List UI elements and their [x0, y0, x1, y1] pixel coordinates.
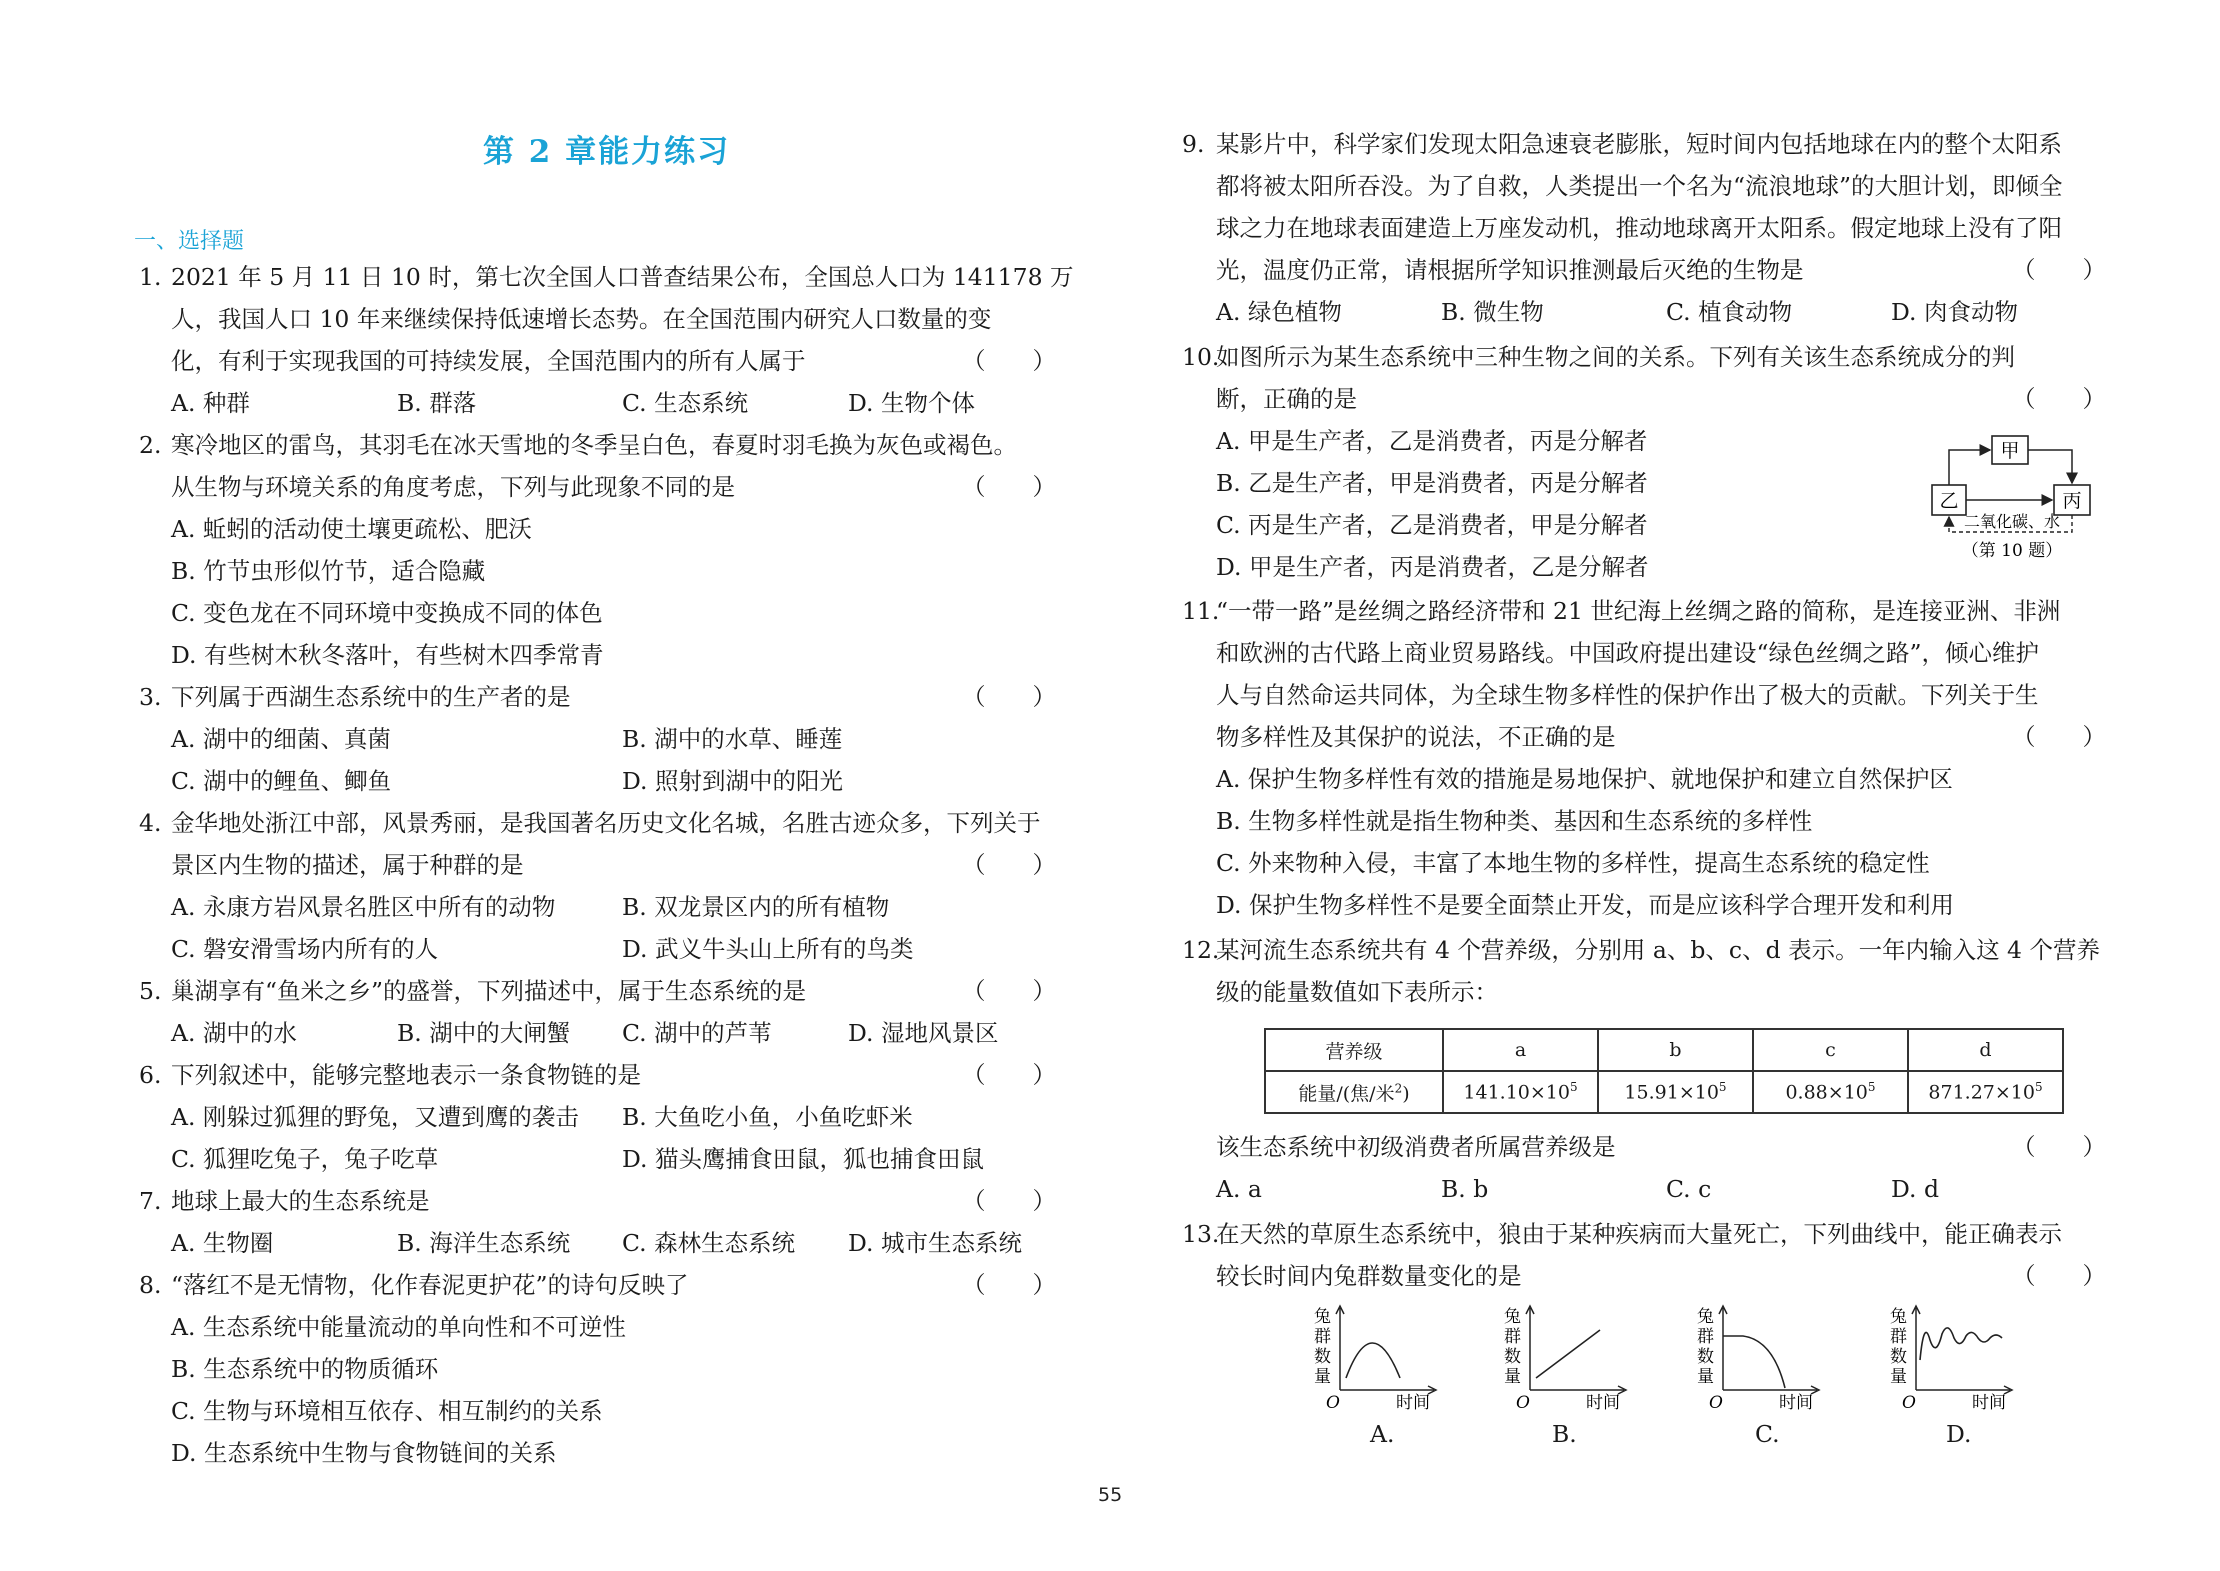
q9-number: 9.: [1182, 130, 1205, 158]
q13-number: 13.: [1182, 1220, 1220, 1248]
q4-option-a[interactable]: A. 永康方岩风景名胜区中所有的动物: [171, 893, 556, 921]
q8-number: 8.: [139, 1271, 162, 1299]
q11-line-4: 物多样性及其保护的说法，不正确的是: [1216, 723, 1616, 751]
q10-relationship-diagram: [1920, 428, 2100, 563]
q3-option-c[interactable]: C. 湖中的鲤鱼、鲫鱼: [171, 767, 392, 795]
graph-x-label: 时间: [1779, 1393, 1813, 1413]
q13-option-b[interactable]: B.: [1552, 1420, 1577, 1448]
q3-option-b[interactable]: B. 湖中的水草、睡莲: [622, 725, 843, 753]
q9-line-4: 光，温度仍正常，请根据所学知识推测最后灭绝的生物是: [1216, 256, 1804, 284]
graph-a-curve: [1346, 1343, 1400, 1378]
q9-line-1: 某影片中，科学家们发现太阳急速衰老膨胀，短时间内包括地球在内的整个太阳系: [1216, 130, 2062, 158]
q12-option-a[interactable]: A. a: [1216, 1175, 1262, 1203]
q13-option-a[interactable]: A.: [1370, 1420, 1395, 1448]
graph-c[interactable]: [1693, 1300, 1833, 1415]
q6-number: 6.: [139, 1061, 162, 1089]
q2-option-a[interactable]: A. 蚯蚓的活动使土壤更疏松、肥沃: [171, 515, 532, 543]
q9-option-d[interactable]: D. 肉食动物: [1891, 298, 2018, 326]
graph-b-line: [1536, 1330, 1600, 1378]
figure-caption: （第 10 题）: [1961, 541, 2063, 561]
q2-line-2: 从生物与环境关系的角度考虑，下列与此现象不同的是: [171, 473, 735, 501]
graph-x-label: 时间: [1586, 1393, 1620, 1413]
arrow-yi-to-jia: [1949, 450, 1990, 485]
graph-y-label: 群: [1314, 1327, 1331, 1347]
q1-option-c[interactable]: C. 生态系统: [622, 389, 749, 417]
q10-answer-blank[interactable]: （ ）: [2012, 385, 2106, 413]
q8-option-d[interactable]: D. 生态系统中生物与食物链间的关系: [171, 1439, 557, 1467]
q13-line-1: 在天然的草原生态系统中，狼由于某种疾病而大量死亡，下列曲线中，能正确表示: [1216, 1220, 2062, 1248]
q7-option-d[interactable]: D. 城市生态系统: [848, 1229, 1022, 1257]
q8-line-1: “落红不是无情物，化作春泥更护花”的诗句反映了: [171, 1271, 689, 1299]
q5-answer-blank[interactable]: （ ）: [962, 977, 1056, 1005]
q4-answer-blank[interactable]: （ ）: [962, 851, 1056, 879]
table-header-cell: a: [1443, 1029, 1598, 1071]
q5-option-d[interactable]: D. 湿地风景区: [848, 1019, 999, 1047]
table-row: [1265, 1071, 2063, 1113]
q10-option-c[interactable]: C. 丙是生产者，乙是消费者，甲是分解者: [1216, 511, 1648, 539]
q12-line-1: 某河流生态系统共有 4 个营养级，分别用 a、b、c、d 表示。一年内输入这 4 个营养: [1216, 936, 2100, 964]
q5-number: 5.: [139, 977, 162, 1005]
q10-number: 10.: [1182, 343, 1220, 371]
graph-y-label: 数: [1314, 1347, 1331, 1367]
q9-answer-blank[interactable]: （ ）: [2012, 256, 2106, 284]
q4-option-d[interactable]: D. 武义牛头山上所有的鸟类: [622, 935, 914, 963]
q5-option-c[interactable]: C. 湖中的芦苇: [622, 1019, 772, 1047]
graph-y-label: 数: [1697, 1347, 1714, 1367]
q13-answer-blank[interactable]: （ ）: [2012, 1262, 2106, 1290]
q8-option-b[interactable]: B. 生态系统中的物质循环: [171, 1355, 439, 1383]
q5-option-b[interactable]: B. 湖中的大闸蟹: [397, 1019, 571, 1047]
q2-line-1: 寒冷地区的雷鸟，其羽毛在冰天雪地的冬季呈白色，春夏时羽毛换为灰色或褐色。: [171, 431, 1017, 459]
q7-number: 7.: [139, 1187, 162, 1215]
graph-x-label: 时间: [1396, 1393, 1430, 1413]
graph-origin: O: [1516, 1393, 1530, 1413]
graph-y-label: 兔: [1697, 1307, 1714, 1327]
table-row-label: 能量/(焦/米$^2$): [1265, 1071, 1443, 1113]
q9-line-2: 都将被太阳所吞没。为了自救，人类提出一个名为“流浪地球”的大胆计划，即倾全: [1216, 172, 2063, 200]
box-bing-label: 丙: [2062, 490, 2082, 512]
box-yi-label: 乙: [1939, 490, 1959, 512]
q2-option-c[interactable]: C. 变色龙在不同环境中变换成不同的体色: [171, 599, 603, 627]
q12-number: 12.: [1182, 936, 1220, 964]
q6-answer-blank[interactable]: （ ）: [962, 1061, 1056, 1089]
q12-option-d[interactable]: D. d: [1891, 1175, 1939, 1203]
q11-option-d[interactable]: D. 保护生物多样性不是要全面禁止开发，而是应该科学合理开发和利用: [1216, 891, 1954, 919]
q2-option-b[interactable]: B. 竹节虫形似竹节，适合隐藏: [171, 557, 486, 585]
q11-line-1: “一带一路”是丝绸之路经济带和 21 世纪海上丝绸之路的简称，是连接亚洲、非洲: [1216, 597, 2061, 625]
graph-y-label: 数: [1504, 1347, 1521, 1367]
q11-option-a[interactable]: A. 保护生物多样性有效的措施是易地保护、就地保护和建立自然保护区: [1216, 765, 1953, 793]
q10-option-d[interactable]: D. 甲是生产者，丙是消费者，乙是分解者: [1216, 553, 1649, 581]
arrow-label: 二氧化碳、水: [1963, 512, 2061, 531]
q13-option-d[interactable]: D.: [1946, 1420, 1972, 1448]
q2-number: 2.: [139, 431, 162, 459]
q12-answer-blank[interactable]: （ ）: [2012, 1133, 2106, 1161]
q12-question-line: 该生态系统中初级消费者所属营养级是: [1216, 1133, 1616, 1161]
q10-option-a[interactable]: A. 甲是生产者，乙是消费者，丙是分解者: [1216, 427, 1648, 455]
graph-a[interactable]: [1310, 1300, 1450, 1415]
section-heading: 一、选择题: [134, 229, 245, 254]
q4-option-b[interactable]: B. 双龙景区内的所有植物: [622, 893, 890, 921]
q2-answer-blank[interactable]: （ ）: [962, 473, 1056, 501]
q10-line-2: 断，正确的是: [1216, 385, 1357, 413]
q12-option-b[interactable]: B. b: [1441, 1175, 1489, 1203]
q10-option-b[interactable]: B. 乙是生产者，甲是消费者，丙是分解者: [1216, 469, 1648, 497]
q5-line-1: 巢湖享有“鱼米之乡”的盛誉，下列描述中，属于生态系统的是: [171, 977, 807, 1005]
graph-y-label: 数: [1890, 1347, 1907, 1367]
q11-option-c[interactable]: C. 外来物种入侵，丰富了本地生物的多样性，提高生态系统的稳定性: [1216, 849, 1930, 877]
graph-x-label: 时间: [1972, 1393, 2006, 1413]
graph-d[interactable]: [1886, 1300, 2026, 1415]
q3-line-1: 下列属于西湖生态系统中的生产者的是: [171, 683, 571, 711]
energy-table: [1264, 1028, 2064, 1114]
q10-line-1: 如图所示为某生态系统中三种生物之间的关系。下列有关该生态系统成分的判: [1216, 343, 2015, 371]
q9-line-3: 球之力在地球表面建造上万座发动机，推动地球离开太阳系。假定地球上没有了阳: [1216, 214, 2062, 242]
graph-y-label: 兔: [1314, 1307, 1331, 1327]
q1-option-b[interactable]: B. 群落: [397, 389, 477, 417]
q11-number: 11.: [1182, 597, 1220, 625]
graph-y-label: 兔: [1504, 1307, 1521, 1327]
q6-option-b[interactable]: B. 大鱼吃小鱼，小鱼吃虾米: [622, 1103, 913, 1131]
q9-option-c[interactable]: C. 植食动物: [1666, 298, 1793, 326]
q3-answer-blank[interactable]: （ ）: [962, 683, 1056, 711]
q11-option-b[interactable]: B. 生物多样性就是指生物种类、基因和生态系统的多样性: [1216, 807, 1813, 835]
q6-line-1: 下列叙述中，能够完整地表示一条食物链的是: [171, 1061, 641, 1089]
table-cell: $15.91\times 10^5$: [1598, 1071, 1753, 1113]
q7-line-1: 地球上最大的生态系统是: [171, 1187, 430, 1215]
q12-option-c[interactable]: C. c: [1666, 1175, 1712, 1203]
q12-line-2: 级的能量数值如下表所示：: [1216, 978, 1498, 1006]
q7-option-a[interactable]: A. 生物圈: [171, 1229, 274, 1257]
q3-option-a[interactable]: A. 湖中的细菌、真菌: [171, 725, 391, 753]
q3-option-d[interactable]: D. 照射到湖中的阳光: [622, 767, 843, 795]
q8-answer-blank[interactable]: （ ）: [962, 1271, 1056, 1299]
table-header-cell: b: [1598, 1029, 1753, 1071]
table-header-cell: 营养级: [1265, 1029, 1443, 1071]
table-cell: $0.88\times 10^5$: [1753, 1071, 1908, 1113]
graph-y-label: 量: [1314, 1367, 1331, 1387]
q1-line-3: 化，有利于实现我国的可持续发展，全国范围内的所有人属于: [171, 347, 806, 375]
graph-d-curve: [1920, 1328, 2002, 1360]
q11-answer-blank[interactable]: （ ）: [2012, 723, 2106, 751]
q1-number: 1.: [139, 263, 162, 291]
q9-option-a[interactable]: A. 绿色植物: [1216, 298, 1342, 326]
box-jia-label: 甲: [2000, 440, 2020, 462]
page-title: 第 2 章能力练习: [483, 134, 731, 170]
page-number: 55: [1098, 1484, 1123, 1506]
table-header-cell: d: [1908, 1029, 2063, 1071]
q4-number: 4.: [139, 809, 162, 837]
graph-origin: O: [1902, 1393, 1916, 1413]
graph-b[interactable]: [1500, 1300, 1640, 1415]
graph-y-label: 群: [1890, 1327, 1907, 1347]
q8-option-a[interactable]: A. 生态系统中能量流动的单向性和不可逆性: [171, 1313, 626, 1341]
q1-answer-blank[interactable]: （ ）: [962, 347, 1056, 375]
q1-option-d[interactable]: D. 生物个体: [848, 389, 975, 417]
table-cell: $871.27\times 10^5$: [1908, 1071, 2063, 1113]
q9-option-b[interactable]: B. 微生物: [1441, 298, 1544, 326]
table-header-cell: c: [1753, 1029, 1908, 1071]
q6-option-c[interactable]: C. 狐狸吃兔子，兔子吃草: [171, 1145, 439, 1173]
arrow-jia-to-bing: [2028, 450, 2072, 483]
q5-option-a[interactable]: A. 湖中的水: [171, 1019, 297, 1047]
q6-option-a[interactable]: A. 刚躲过狐狸的野兔，又遭到鹰的袭击: [171, 1103, 579, 1131]
q7-option-b[interactable]: B. 海洋生态系统: [397, 1229, 571, 1257]
q4-line-2: 景区内生物的描述，属于种群的是: [171, 851, 524, 879]
q13-option-c[interactable]: C.: [1755, 1420, 1780, 1448]
q7-answer-blank[interactable]: （ ）: [962, 1187, 1056, 1215]
graph-origin: O: [1326, 1393, 1340, 1413]
graph-y-label: 兔: [1890, 1307, 1907, 1327]
table-cell: $141.10\times 10^5$: [1443, 1071, 1598, 1113]
graph-origin: O: [1709, 1393, 1723, 1413]
table-header-row: [1265, 1029, 2063, 1071]
q3-number: 3.: [139, 683, 162, 711]
graph-y-label: 群: [1504, 1327, 1521, 1347]
q1-option-a[interactable]: A. 种群: [171, 389, 250, 417]
q4-option-c[interactable]: C. 磐安滑雪场内所有的人: [171, 935, 439, 963]
q11-line-3: 人与自然命运共同体，为全球生物多样性的保护作出了极大的贡献。下列关于生: [1216, 681, 2039, 709]
graph-y-label: 群: [1697, 1327, 1714, 1347]
q7-option-c[interactable]: C. 森林生态系统: [622, 1229, 796, 1257]
q1-line-2: 人，我国人口 10 年来继续保持低速增长态势。在全国范围内研究人口数量的变: [171, 305, 992, 333]
q6-option-d[interactable]: D. 猫头鹰捕食田鼠，狐也捕食田鼠: [622, 1145, 984, 1173]
q8-option-c[interactable]: C. 生物与环境相互依存、相互制约的关系: [171, 1397, 603, 1425]
q2-option-d[interactable]: D. 有些树木秋冬落叶，有些树木四季常青: [171, 641, 604, 669]
graph-c-curve: [1723, 1336, 1785, 1388]
q13-line-2: 较长时间内兔群数量变化的是: [1216, 1262, 1522, 1290]
q11-line-2: 和欧洲的古代路上商业贸易路线。中国政府提出建设“绿色丝绸之路”，倾心维护: [1216, 639, 2040, 667]
graph-y-label: 量: [1697, 1367, 1714, 1387]
q1-line-1: 2021 年 5 月 11 日 10 时，第七次全国人口普查结果公布，全国总人口为 141178 万: [171, 263, 1074, 291]
graph-y-label: 量: [1890, 1367, 1907, 1387]
q4-line-1: 金华地处浙江中部，风景秀丽，是我国著名历史文化名城，名胜古迹众多，下列关于: [171, 809, 1041, 837]
graph-y-label: 量: [1504, 1367, 1521, 1387]
